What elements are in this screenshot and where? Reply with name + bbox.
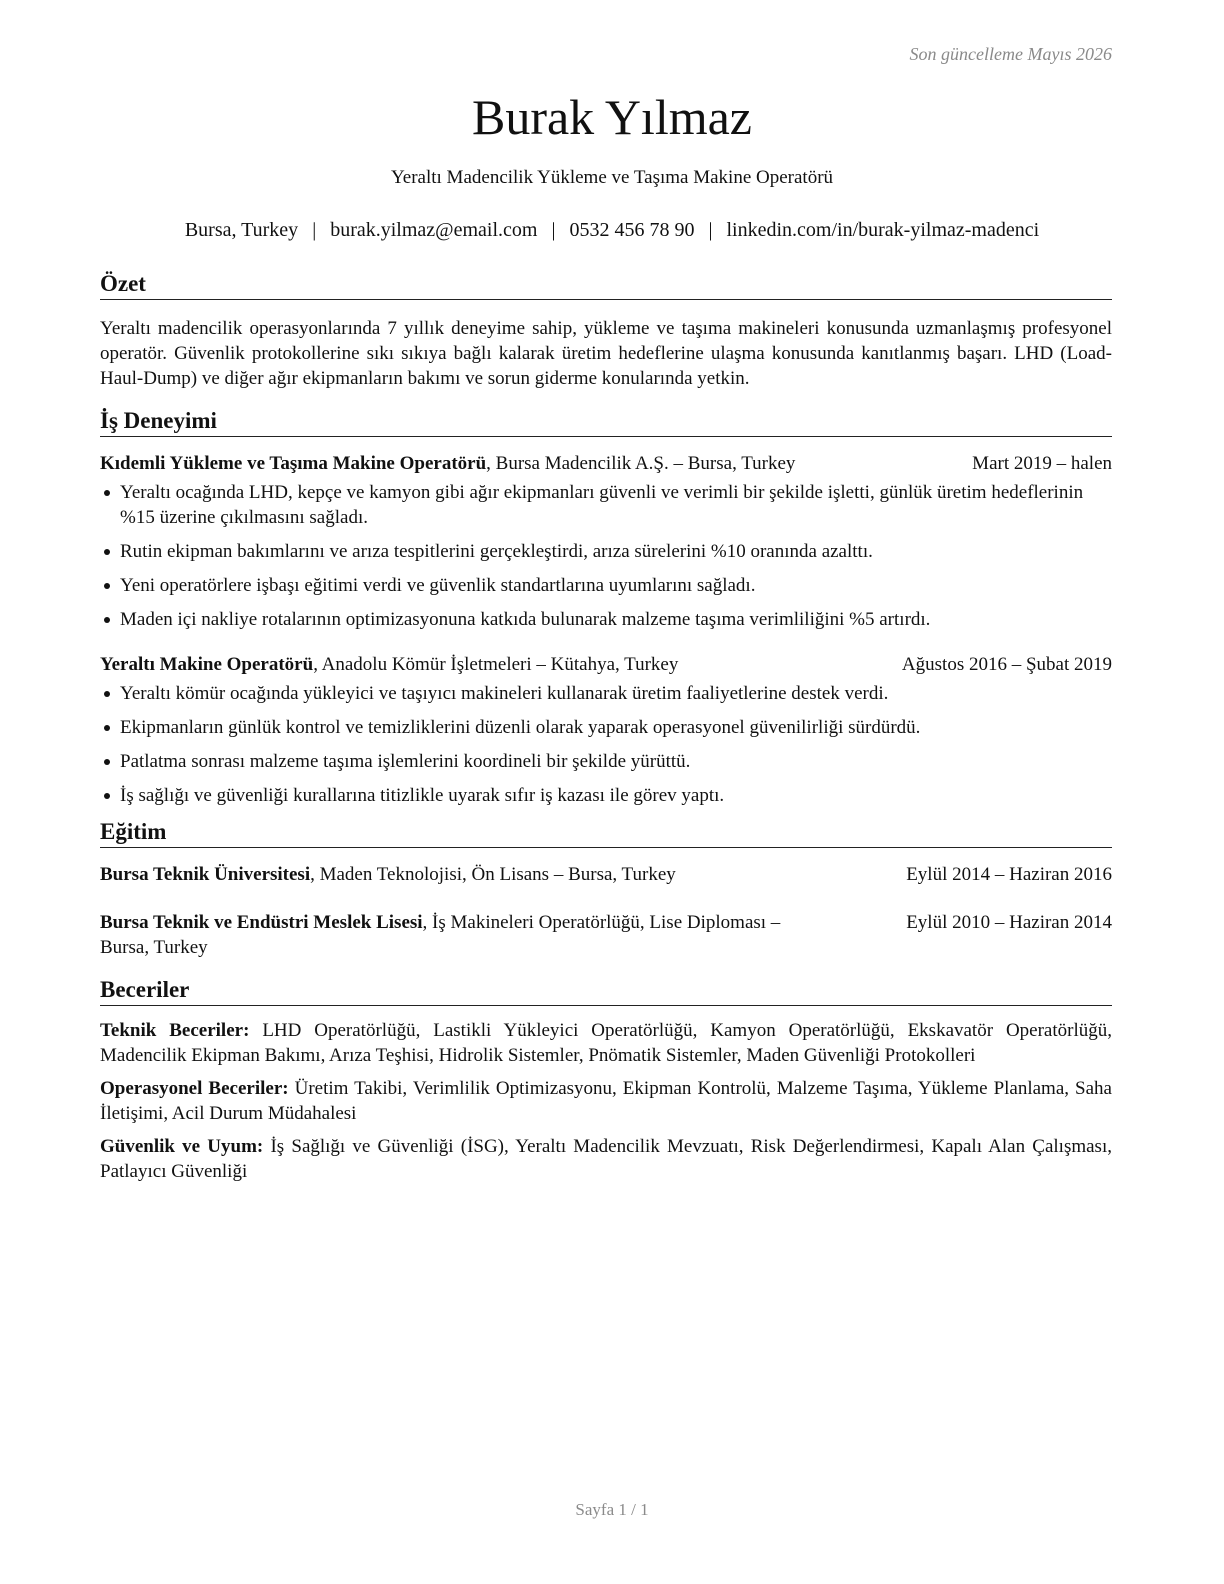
education-title-line (100, 910, 780, 935)
skill-group-text: LHD Operatörlüğü, Lastikli Yükleyici Operatörlüğü, Kamyon Operatörlüğü, Ekskavatör Operatörlüğü, Madencilik Ekipman Bakımı, Arıza Teşhisi, Hidrolik Sistemler, Pnömatik Sistemler, Maden Güvenliği Protokolleri (100, 1020, 1112, 1066)
job-bullet: İş sağlığı ve güvenliği kurallarına titizlikle uyarak sıfır iş kazası ile görev yaptı. (100, 783, 1112, 808)
job-header (100, 652, 1112, 677)
candidate-name: Burak Yılmaz (471, 89, 752, 145)
job-bullet: Rutin ekipman bakımlarını ve arıza tespitlerini gerçekleştirdi, arıza sürelerini %10 oranında azalttı. (100, 539, 1112, 564)
job-entry (100, 652, 1112, 808)
resume-content (100, 270, 1112, 1192)
job-role: Yeraltı Makine Operatörü (100, 654, 314, 675)
education-school: Bursa Teknik ve Endüstri Meslek Lisesi (100, 912, 423, 933)
contact-line (0, 219, 1224, 242)
education-school: Bursa Teknik Üniversitesi (100, 864, 311, 885)
job-bullets (100, 681, 1112, 808)
job-title-line (100, 652, 678, 677)
section-title-experience: İş Deneyimi (100, 407, 1112, 437)
education-title-line (100, 862, 676, 887)
contact-email[interactable]: burak.yilmaz@email.com (330, 219, 538, 241)
job-title-line (100, 451, 795, 476)
education-detail: , İş Makineleri Operatörlüğü, Lise Diploması – (422, 912, 781, 933)
job-bullet: Yeraltı ocağında LHD, kepçe ve kamyon gibi ağır ekipmanları güvenli ve verimli bir şekilde işletti, günlük üretim hedeflerinin %15 üzerine çıkılmasını sağladı. (100, 480, 1112, 530)
headline: Yeraltı Madencilik Yükleme ve Taşıma Makine Operatörü (390, 167, 834, 188)
job-role: Kıdemli Yükleme ve Taşıma Makine Operatörü (100, 453, 487, 474)
job-bullet: Yeni operatörlere işbaşı eğitimi verdi ve güvenlik standartlarına uyumlarını sağladı. (100, 573, 1112, 598)
education-dates: Eylül 2014 – Haziran 2016 (906, 864, 1112, 885)
job-bullet: Maden içi nakliye rotalarının optimizasyonuna katkıda bulunarak malzeme taşıma verimliliğini %5 artırdı. (100, 607, 1112, 632)
job-header (100, 451, 1112, 476)
education-entry (100, 910, 1112, 960)
skill-group-label: Teknik Beceriler: (100, 1020, 250, 1041)
skill-group-text: Üretim Takibi, Verimlilik Optimizasyonu, Ekipman Kontrolü, Malzeme Taşıma, Yükleme Planlama, Saha İletişimi, Acil Durum Müdahalesi (100, 1078, 1112, 1124)
page-number: Sayfa 1 / 1 (575, 1500, 649, 1519)
contact-location: Bursa, Turkey (184, 219, 299, 241)
job-bullet: Patlatma sonrası malzeme taşıma işlemlerini koordineli bir şekilde yürüttü. (100, 749, 1112, 774)
job-org: , Bursa Madencilik A.Ş. – Bursa, Turkey (486, 453, 796, 474)
section-title-summary: Özet (100, 270, 1112, 300)
education-header (100, 910, 1112, 935)
skill-group-label: Operasyonel Beceriler: (100, 1078, 289, 1099)
skill-group-label: Güvenlik ve Uyum: (100, 1136, 264, 1157)
job-entry (100, 451, 1112, 632)
job-bullets (100, 480, 1112, 632)
skill-group (100, 1134, 1112, 1184)
education-location: Bursa, Turkey (100, 937, 208, 958)
education-dates: Eylül 2010 – Haziran 2014 (906, 912, 1112, 933)
job-bullet: Yeraltı kömür ocağında yükleyici ve taşıyıcı makineleri kullanarak üretim faaliyetlerine destek verdi. (100, 681, 1112, 706)
contact-phone: 0532 456 78 90 (569, 219, 695, 241)
section-title-education: Eğitim (100, 818, 1112, 848)
contact-separator: | (551, 219, 556, 241)
skill-group (100, 1076, 1112, 1126)
job-dates: Mart 2019 – halen (972, 453, 1112, 474)
skill-group (100, 1018, 1112, 1068)
education-detail: , Maden Teknolojisi, Ön Lisans – Bursa, Turkey (310, 864, 676, 885)
contact-separator: | (312, 219, 317, 241)
contact-separator: | (708, 219, 713, 241)
last-updated: Son güncelleme Mayıs 2026 (909, 44, 1112, 64)
skill-group-text: İş Sağlığı ve Güvenliği (İSG), Yeraltı Madencilik Mevzuatı, Risk Değerlendirmesi, Kapalı Alan Çalışması, Patlayıcı Güvenliği (100, 1136, 1112, 1182)
section-title-skills: Beceriler (100, 976, 1112, 1006)
job-org: , Anadolu Kömür İşletmeleri – Kütahya, Turkey (313, 654, 679, 675)
job-dates: Ağustos 2016 – Şubat 2019 (901, 654, 1112, 675)
summary-text: Yeraltı madencilik operasyonlarında 7 yıllık deneyime sahip, yükleme ve taşıma makineleri konusunda uzmanlaşmış profesyonel operatör. Güvenlik protokollerine sıkı sıkıya bağlı kalarak üretim hedeflerine ulaşma konusunda kanıtlanmış başarı. LHD (Load-Haul-Dump) ve diğer ağır ekipmanların bakımı ve sorun giderme konularında yetkin. (100, 318, 1112, 389)
job-bullet: Ekipmanların günlük kontrol ve temizliklerini düzenli olarak yaparak operasyonel güvenilirliği sürdürdü. (100, 715, 1112, 740)
education-entry (100, 862, 1112, 887)
contact-linkedin[interactable]: linkedin.com/in/burak-yilmaz-madenci (726, 219, 1040, 241)
